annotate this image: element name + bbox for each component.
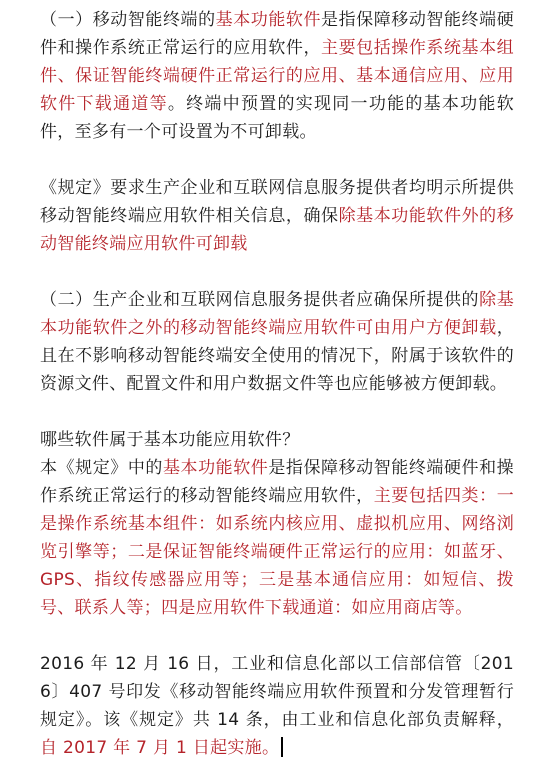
text-cursor [281,737,283,757]
paragraph-issuance-date [40,650,514,762]
highlight-text: 基本功能软件 [215,10,322,30]
highlight-text: 基本功能软件 [162,458,269,478]
text-run: 是指保障移动智能终端硬件和操作系统正常运行的应用软件， [40,10,514,58]
question-heading [40,426,514,454]
text-run: 是指保障移动智能终端硬件和操作系统正常运行的移动智能终端应用软件， [40,458,514,506]
highlight-text: 主要包括操作系统基本组件、保证智能终端硬件正常运行的应用、基本通信应用、应用软件下载通道等 [40,38,514,114]
text-run: ，且在不影响移动智能终端安全使用的情况下，附属于该软件的资源文件、配置文件和用户数据文件等也应能够被方便卸载。 [40,318,514,394]
highlight-text: 除基本功能软件之外的移动智能终端应用软件可由用户方便卸载 [40,290,514,338]
paragraph-gap [40,258,514,286]
text-run: 《规定》要求生产企业和互联网信息服务提供者均明示所提供移动智能终端应用软件相关信息，确保 [40,178,514,226]
paragraph-gap [40,622,514,650]
text-run: 哪些软件属于基本功能应用软件？ [40,430,300,450]
paragraph-regulation-requirement [40,174,514,258]
text-run: 本《规定》中的 [40,458,163,478]
paragraph-gap [40,398,514,426]
highlight-text: 主要包括四类：一是操作系统基本组件：如系统内核应用、虚拟机应用、网络浏览引擎等；二是保证智能终端硬件正常运行的应用：如蓝牙、GPS、指纹传感器应用等；三是基本通信应用：如短信、拨号、联系人等；四是应用软件下载通道：如应用商店等。 [40,486,514,618]
highlight-text: 除基本功能软件外的移动智能终端应用软件可卸载 [40,206,514,254]
highlight-text: 自 2017 年 7 月 1 日起实施。 [40,738,280,758]
text-run: （一）移动智能终端的 [40,10,216,30]
paragraph-four-categories [40,454,514,622]
text-run: 2016 年 12 月 16 日，工业和信息化部以工信部信管〔2016〕407 号印发《移动智能终端应用软件预置和分发管理暂行规定》。该《规定》共 14 条，由工业和信息化部负责解释， [40,654,514,730]
text-run: （二）生产企业和互联网信息服务提供者应确保所提供的 [40,290,480,310]
text-run: 。终端中预置的实现同一功能的基本功能软件，至多有一个可设置为不可卸载。 [40,94,514,142]
paragraph-gap [40,146,514,174]
paragraph-basic-function-software [40,6,514,146]
paragraph-uninstall-provision [40,286,514,398]
